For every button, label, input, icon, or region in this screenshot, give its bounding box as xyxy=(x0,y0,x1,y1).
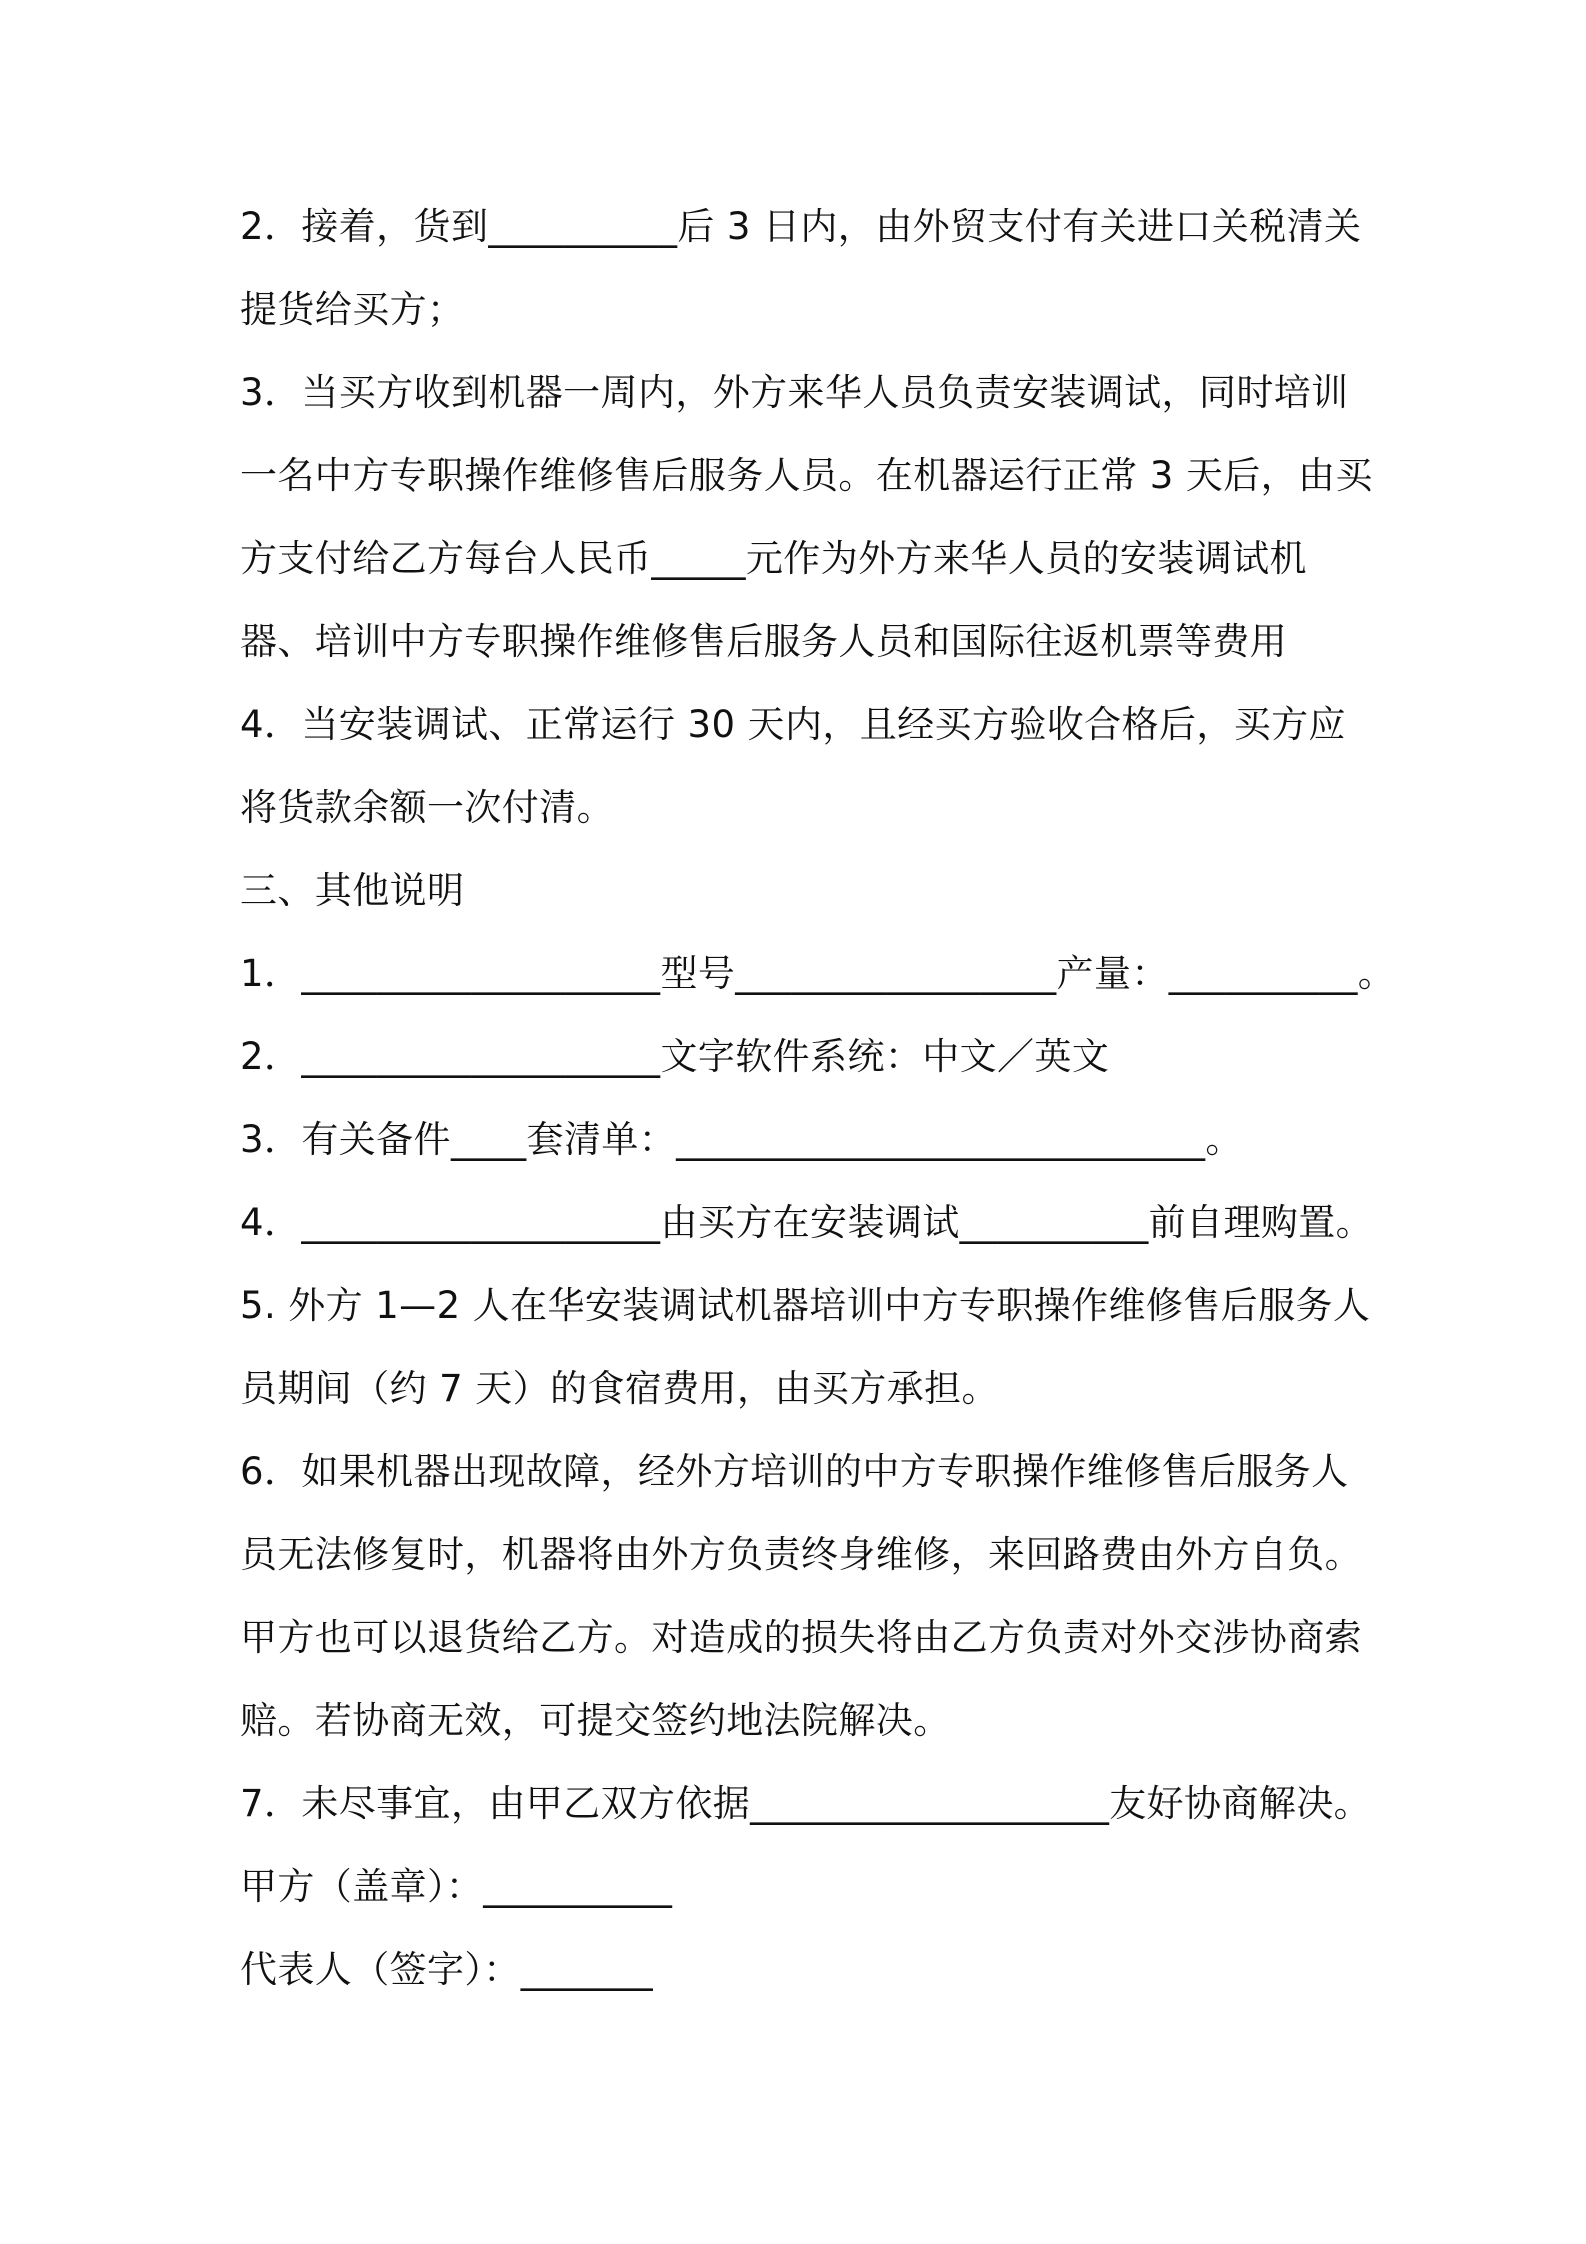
clause-3-line-3: 方支付给乙方每台人民币_____元作为外方来华人员的安装调试机 xyxy=(240,537,1307,580)
clause-3-line-4: 器、培训中方专职操作维修售后服务人员和国际往返机票等费用 xyxy=(240,620,1288,663)
other-item-5-line-2: 员期间（约 7 天）的食宿费用，由买方承担。 xyxy=(240,1367,999,1410)
other-item-6-line-2: 员无法修复时，机器将由外方负责终身维修，来回路费由外方自负。 xyxy=(240,1533,1362,1576)
section-heading: 三、其他说明 xyxy=(240,869,465,912)
party-a-seal-line: 甲方（盖章）：__________ xyxy=(240,1865,673,1908)
clause-3-line-2: 一名中方专职操作维修售后服务人员。在机器运行正常 3 天后，由买 xyxy=(240,454,1373,497)
other-item-6-line-1: 6．如果机器出现故障，经外方培训的中方专职操作维修售后服务人 xyxy=(240,1450,1349,1493)
other-item-4: 4．___________________由买方在安装调试__________前自理购置。 xyxy=(240,1201,1374,1244)
other-item-6-line-3: 甲方也可以退货给乙方。对造成的损失将由乙方负责对外交涉协商索 xyxy=(240,1616,1362,1659)
clause-2-line-2: 提货给买方； xyxy=(240,288,465,331)
other-item-6-line-4: 赔。若协商无效，可提交签约地法院解决。 xyxy=(240,1699,951,1742)
representative-signature-line: 代表人（签字）：_______ xyxy=(240,1948,653,1991)
clause-2-line-1: 2．接着，货到__________后 3 日内，由外贸支付有关进口关税清关 xyxy=(240,205,1362,248)
other-item-7: 7．未尽事宜，由甲乙双方依据___________________友好协商解决。 xyxy=(240,1782,1372,1825)
clause-4-line-2: 将货款余额一次付清。 xyxy=(240,786,614,829)
other-item-2: 2．___________________文字软件系统：中文／英文 xyxy=(240,1035,1110,1078)
other-item-5-line-1: 5. 外方 1—2 人在华安装调试机器培训中方专职操作维修售后服务人 xyxy=(240,1284,1371,1327)
clause-4-line-1: 4．当安装调试、正常运行 30 天内，且经买方验收合格后，买方应 xyxy=(240,703,1346,746)
other-item-1: 1．___________________型号_________________产量：__________。 xyxy=(240,952,1396,995)
clause-3-line-1: 3．当买方收到机器一周内，外方来华人员负责安装调试，同时培训 xyxy=(240,371,1349,414)
other-item-3: 3．有关备件____套清单：____________________________。 xyxy=(240,1118,1243,1161)
